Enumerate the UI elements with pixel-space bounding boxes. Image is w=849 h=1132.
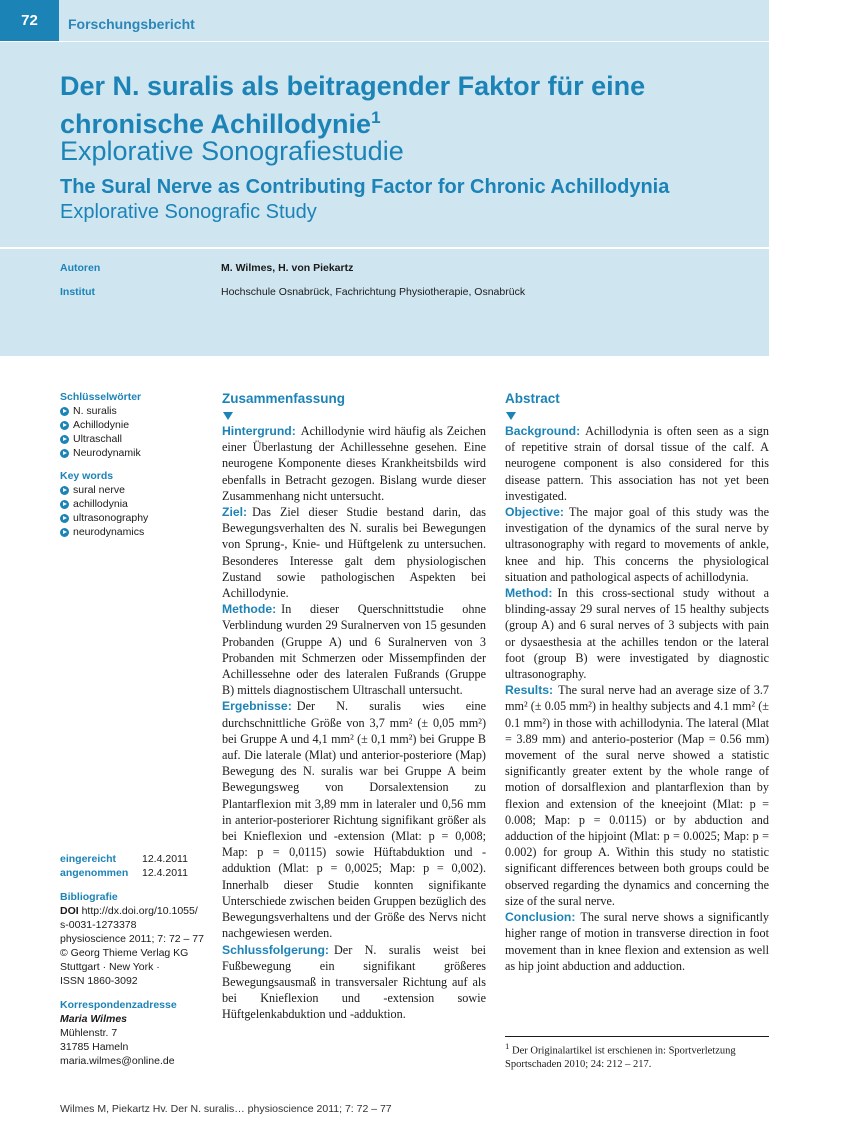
authors: M. Wilmes, H. von Piekartz xyxy=(221,262,354,274)
abstract-section-label: Method: xyxy=(505,586,553,601)
summary-section-label: Ergebnisse: xyxy=(222,699,292,714)
correspondence-label: Korrespondenzadresse xyxy=(60,999,177,1011)
authors-label: Autoren xyxy=(60,262,101,274)
issn: ISSN 1860-3092 xyxy=(60,975,138,987)
keyword-item xyxy=(60,418,210,432)
doi-line xyxy=(60,904,210,918)
footnote-mark: 1 xyxy=(505,1041,510,1051)
abstract-paragraph xyxy=(505,504,769,585)
correspondence-block xyxy=(60,998,210,1068)
arrow-bullet-icon xyxy=(60,421,69,430)
subtitle-english: Explorative Sonografic Study xyxy=(60,201,317,223)
title-footnote-mark: 1 xyxy=(371,108,381,127)
bibliography-block xyxy=(60,890,210,988)
correspondence-email[interactable]: maria.wilmes@online.de xyxy=(60,1055,175,1067)
page-number: 72 xyxy=(0,0,59,41)
abstract-paragraph xyxy=(505,909,769,974)
summary-paragraph xyxy=(222,942,486,1023)
summary-section-text: In dieser Querschnittstudie ohne Verblindung wurden 29 Suralnerven von 15 gesunden Probanden (Gruppe A) und 6 Suralnerven von 3 Probanden mit Schmerzen oder Missempfinden der Achillessehne oder des lateralen Fußrands (Gruppe B) mittels diagnostischem Ultraschall untersucht. xyxy=(222,602,486,698)
summary-section-label: Schlussfolgerung: xyxy=(222,942,329,957)
doi-link[interactable]: http://dx.doi.org/10.1055/ xyxy=(81,905,198,917)
keyword-item xyxy=(60,497,210,511)
section-label: Forschungsbericht xyxy=(68,16,195,32)
doi-label: DOI xyxy=(60,905,79,917)
keyword-item xyxy=(60,511,210,525)
abstract-section-label: Conclusion: xyxy=(505,910,576,925)
correspondence-street: Mühlenstr. 7 xyxy=(60,1027,118,1039)
keyword-text: achillodynia xyxy=(73,498,128,510)
title-english: The Sural Nerve as Contributing Factor for Chronic Achillodynia xyxy=(60,176,670,198)
summary-section-text: Achillodynie wird häufig als Zeichen einer Überlastung der Achillessehne gesehen. Eine neurogene Komponente dieses Krankheitsbilds wird ebenfalls in Betracht gezogen. Bislang wurde dieser Zusammenhang nicht untersucht. xyxy=(222,424,486,503)
arrow-bullet-icon xyxy=(60,500,69,509)
zusammenfassung-heading: Zusammenfassung xyxy=(222,391,346,406)
publisher-place: Stuttgart · New York · xyxy=(60,961,160,973)
abstract-paragraph xyxy=(505,423,769,504)
accepted-date: 12.4.2011 xyxy=(142,867,188,879)
dates-block xyxy=(60,852,188,880)
title-german xyxy=(60,70,760,140)
keywords-en-label: Key words xyxy=(60,470,114,482)
summary-paragraph xyxy=(222,423,486,504)
abstract-section-label: Background: xyxy=(505,424,581,438)
arrow-bullet-icon xyxy=(60,486,69,495)
abstract-section-text: The major goal of this study was the investigation of the dynamics of the sural nerve by ultrasonography with regard to movements of ankle, knee and hip. This concerns the physiological situation and pathological aspects of achillodynia. xyxy=(505,505,769,584)
footnote-text: Der Originalartikel ist erschienen in: Sportverletzung Sportschaden 2010; 24: 212 – 217. xyxy=(505,1045,736,1070)
received-label: eingereicht xyxy=(60,853,117,865)
publisher: © Georg Thieme Verlag KG xyxy=(60,947,189,959)
subtitle-german: Explorative Sonografiestudie xyxy=(60,136,404,166)
abstract-section-label: Objective: xyxy=(505,505,564,520)
keyword-text: sural nerve xyxy=(73,484,125,496)
accepted-label: angenommen xyxy=(60,867,129,879)
author-block xyxy=(0,249,769,356)
abstract-paragraph xyxy=(505,682,769,909)
abstract-section-text: Achillodynia is often seen as a sign of repetitive strain of dorsal tissue of the calf. A neurogene component is also considered for this disease pattern. This association has not yet been investigated. xyxy=(505,424,769,503)
triangle-down-icon xyxy=(223,412,233,420)
institute: Hochschule Osnabrück, Fachrichtung Physiotherapie, Osnabrück xyxy=(221,286,526,298)
page-footer: Wilmes M, Piekartz Hv. Der N. suralis… physioscience 2011; 7: 72 – 77 xyxy=(60,1103,392,1115)
bibliography-label: Bibliografie xyxy=(60,891,118,903)
title-block xyxy=(0,42,769,247)
summary-paragraph xyxy=(222,698,486,941)
abstract-heading: Abstract xyxy=(505,391,560,406)
keyword-item xyxy=(60,446,210,460)
correspondence-city: 31785 Hameln xyxy=(60,1041,129,1053)
arrow-bullet-icon xyxy=(60,514,69,523)
keyword-text: N. suralis xyxy=(73,405,117,417)
summary-section-text: Der N. suralis weist bei Fußbewegung ein signifikant größeres Bewegungsausmaß in transversaler Richtung auf als bei Knieflexion und -extension sowie Hüftgelenkabduktion und -adduktion. xyxy=(222,942,486,1022)
summary-section-label: Ziel: xyxy=(222,505,248,520)
summary-section-text: Der N. suralis wies eine durchschnittliche Größe von 3,7 mm² (± 0,05 mm²) bei Gruppe A und 4,1 mm² (± 0,1 mm²) bei Gruppe B auf. Die laterale (Mlat) und anterior-posteriore (Map) Bewegung des N. suralis war bei Gruppe A beim Bewegungsweg von Dorsalextension zu Plantarflexion mit 3,89 mm in lateraler und 0,56 mm in anterior-posteriorer Richtung signifikant größer als bei Knieflexion und -extension (Mlat: p = 0,008; Map: p = 0,0115) sowie Hüftabduktion und -adduktion (Mlat: p = 0,0025; Map: p = 0,002). Innerhalb dieser Studie konnten signifikante Unterschiede zwischen beiden Gruppen bezüglich des Bewegungsverhaltens und der Größe des Nervs nicht nachgewiesen werden. xyxy=(222,699,486,941)
zusammenfassung-column xyxy=(222,390,486,1023)
arrow-bullet-icon xyxy=(60,407,69,416)
received-date: 12.4.2011 xyxy=(142,853,188,865)
keyword-item xyxy=(60,525,210,539)
abstract-paragraph xyxy=(505,585,769,682)
doi-link-cont[interactable]: s-0031-1273378 xyxy=(60,919,137,931)
summary-section-text: Das Ziel dieser Studie bestand darin, das Bewegungsverhalten des N. suralis bei Bewegungen von Sprung-, Knie- und Hüftgelenk zu untersuchen. Besonderes Interesse galt dem physiologischen Zustand sowie pathologischen Aspekten bei Achillodynie. xyxy=(222,505,486,601)
abstract-section-text: The sural nerve had an average size of 3.7 mm² (± 0.05 mm²) in healthy subjects and 4.1 mm² (± 0.1 mm²) in those with achillodynia. The lateral (Mlat = 3.89 mm) and anterio-posterior (Map = 0.56 mm) movement of the sural nerve showed a statistic significantly greater extent by the whole range of motion of dorsalflexion and plantarflexion than by flexion and extension of the kneejoint (Mlat: p = 0.008; Map: p = 0.0115) or by abduction and adduction of the hipjoint (Mlat: p = 0.0025; Map: p = 0.002) for group A. Within this study no statistic significant differences between both groups could be observed regarding the dynamics and concerning the size of the sural nerve. xyxy=(505,683,769,908)
keywords-de-label: Schlüsselwörter xyxy=(60,391,142,403)
arrow-bullet-icon xyxy=(60,528,69,537)
keyword-text: Ultraschall xyxy=(73,433,123,445)
institute-label: Institut xyxy=(60,286,95,298)
arrow-bullet-icon xyxy=(60,435,69,444)
summary-paragraph xyxy=(222,601,486,698)
summary-section-label: Hintergrund: xyxy=(222,424,296,438)
summary-paragraph xyxy=(222,504,486,601)
keyword-item xyxy=(60,483,210,497)
abstract-column xyxy=(505,390,769,974)
abstract-section-text: In this cross-sectional study without a blinding-assay 29 sural nerves of 15 healthy subjects (group A) and 6 sural nerves of 3 subjects with pain or dysaesthesia at the achilles tendon or the lateral foot (group B) were investigated by diagnostic ultrasonography. xyxy=(505,586,769,682)
citation: physioscience 2011; 7: 72 – 77 xyxy=(60,933,204,945)
correspondence-name: Maria Wilmes xyxy=(60,1013,128,1025)
footnote xyxy=(505,1036,769,1071)
keyword-item xyxy=(60,404,210,418)
keyword-text: Achillodynie xyxy=(73,419,130,431)
keyword-item xyxy=(60,432,210,446)
title-german-text: Der N. suralis als beitragender Faktor für eine chronische Achillodynie xyxy=(60,71,646,139)
triangle-down-icon xyxy=(506,412,516,420)
summary-section-label: Methode: xyxy=(222,602,277,617)
keywords-sidebar xyxy=(60,390,210,539)
keyword-text: Neurodynamik xyxy=(73,447,141,459)
keyword-text: ultrasonography xyxy=(73,512,149,524)
abstract-section-text: The sural nerve shows a significantly higher range of motion in transverse direction in foot movement than in knee flexion and extension as well as hip joint abduction and adduction. xyxy=(505,910,769,973)
abstract-section-label: Results: xyxy=(505,683,554,698)
keyword-text: neurodynamics xyxy=(73,526,145,538)
arrow-bullet-icon xyxy=(60,449,69,458)
